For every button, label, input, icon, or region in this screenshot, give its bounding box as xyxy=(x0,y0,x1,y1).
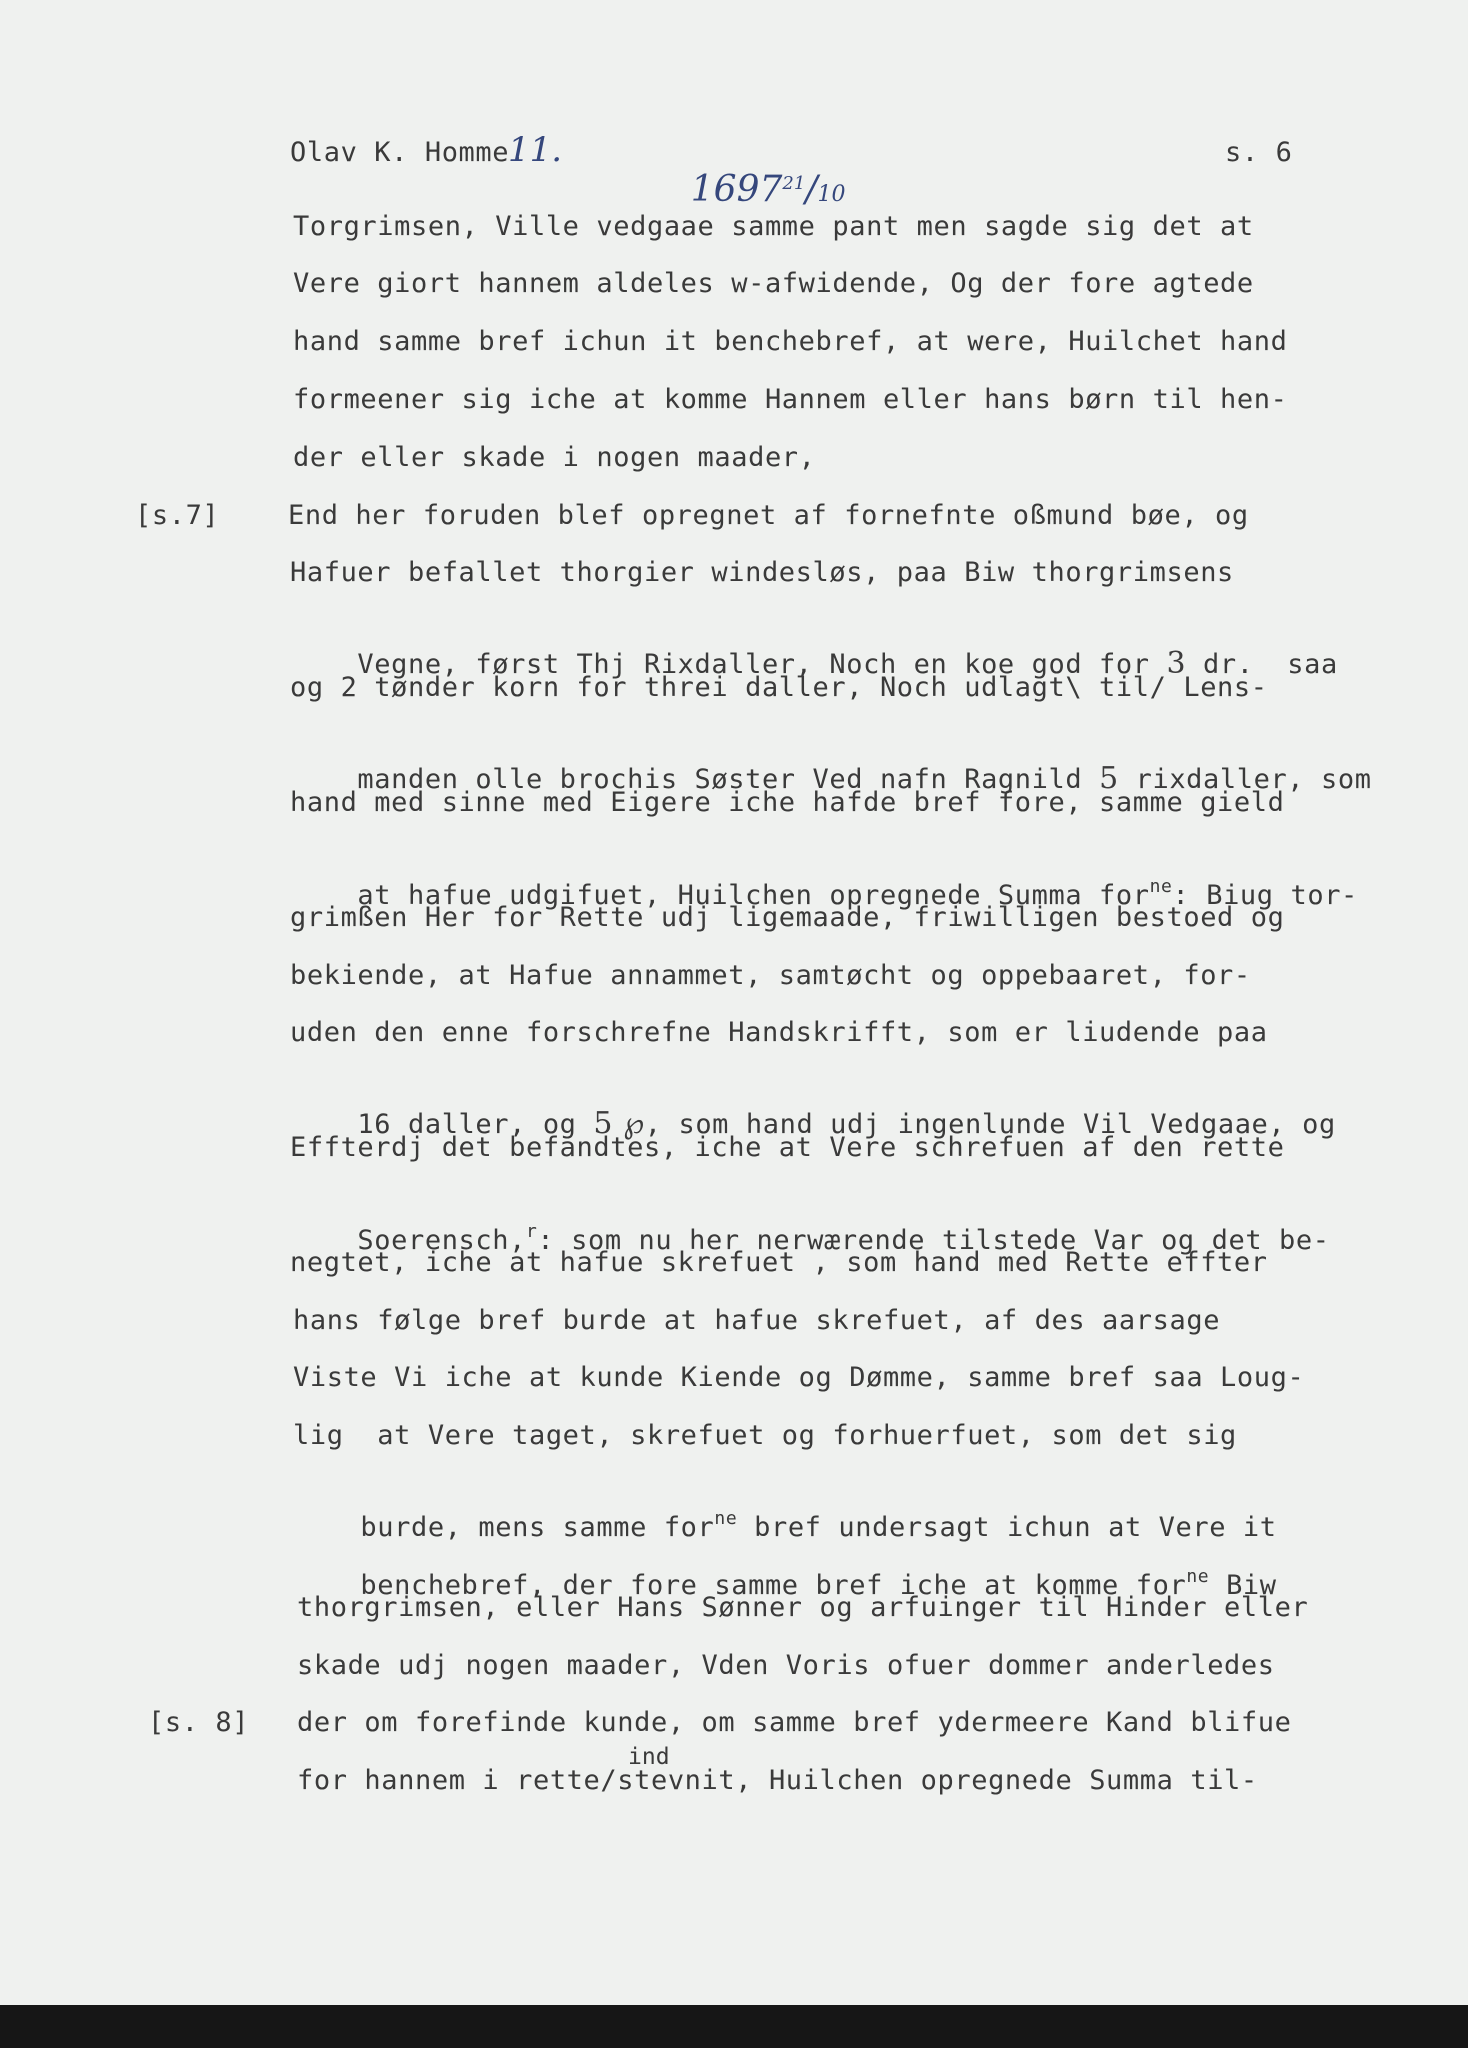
text-line: Hafuer befallet thorgier windesløs, paa Biw thorgrimsens xyxy=(290,557,1234,588)
header-page-ref: s. 6 xyxy=(1225,137,1293,168)
text-segment: at hafue udgifuet, Huilchen opregnede Summa for xyxy=(357,880,1150,911)
text-segment: rixdaller, som xyxy=(1118,764,1372,795)
date-year: 1697 xyxy=(690,169,783,210)
superscript: ne xyxy=(1149,876,1173,897)
date-day: 21 xyxy=(782,173,806,194)
margin-note-page: [s. 8] xyxy=(148,1707,250,1738)
text-line: Viste Vi iche at kunde Kiende og Dømme, samme bref saa Loug- xyxy=(293,1362,1305,1393)
text-segment: benchebref, der fore samme bref iche at komme for xyxy=(360,1570,1187,1601)
text-segment: manden olle brochis Søster Ved nafn Ragnild xyxy=(357,764,1100,795)
text-line: Effterdj det befandtes, iche at Vere schrefuen af den rette xyxy=(290,1132,1285,1163)
superscript: ne xyxy=(1186,1566,1210,1587)
header-author: Olav K. Homme. xyxy=(290,137,526,168)
text-line: for hannem i rette/stevnit, Huilchen opregnede Summa til- xyxy=(297,1765,1258,1796)
text-line: der eller skade i nogen maader, xyxy=(293,442,816,473)
date-month: 10 xyxy=(817,182,846,207)
text-line: og 2 tønder korn for threi daller, Noch udlagt\ til/ Lens- xyxy=(290,672,1268,703)
margin-note-page: [s.7] xyxy=(135,500,220,531)
interlinear-insertion: ind xyxy=(628,1744,670,1770)
text-segment: Vegne, først Thj Rixdaller, Noch en koe god for xyxy=(357,649,1167,680)
text-line: negtet, iche at hafue skrefuet , som hand med Rette effter xyxy=(290,1247,1268,1278)
text-line: grimßen Her for Rette udj ligemaade, friwilligen bestoed og xyxy=(290,902,1285,933)
text-line: skade udj nogen maader, Vden Voris ofuer dommer anderledes xyxy=(297,1650,1275,1681)
text-line: der om forefinde kunde, om samme bref ydermeere Kand blifue xyxy=(297,1707,1292,1738)
text-line: Torgrimsen, Ville vedgaae samme pant men sagde sig det at xyxy=(293,211,1254,242)
text-line: formeener sig iche at komme Hannem eller hans børn til hen- xyxy=(293,384,1288,415)
text-line: uden den enne forschrefne Handskrifft, som er liudende paa xyxy=(290,1017,1268,1048)
text-line: lig at Vere taget, skrefuet og forhuerfuet, som det sig xyxy=(293,1420,1237,1451)
text-line: hans følge bref burde at hafue skrefuet, af des aarsage xyxy=(293,1305,1221,1336)
superscript: ne xyxy=(714,1508,738,1529)
text-segment: , som hand udj ingenlunde Vil Vedgaae, og xyxy=(644,1109,1336,1140)
header-date-handwritten: 1697$^{21}$/10 xyxy=(690,169,846,210)
text-line: bekiende, at Hafue annammet, samtøcht og oppebaaret, for- xyxy=(290,960,1251,991)
superscript: r xyxy=(525,1221,538,1242)
handwritten-amount: 5 ℘ xyxy=(593,1106,645,1141)
text-segment: Biw xyxy=(1209,1570,1277,1601)
text-segment: 16 daller, og xyxy=(357,1109,594,1140)
text-line: hand samme bref ichun it benchebref, at were, Huilchet hand xyxy=(293,326,1288,357)
text-segment: burde, mens samme for xyxy=(360,1512,715,1543)
text-segment: : som nu her nerwærende tilstede Var og det be- xyxy=(537,1225,1330,1256)
text-segment: : Biug tor- xyxy=(1172,880,1358,911)
header-volume-handwritten: 11. xyxy=(508,130,563,170)
text-segment: bref undersagt ichun at Vere it xyxy=(737,1512,1277,1543)
handwritten-number: 3 xyxy=(1166,646,1187,681)
text-line: thorgrimsen, eller Hans Sønner og arfuinger til Hinder eller xyxy=(297,1592,1309,1623)
handwritten-number: 5 xyxy=(1099,761,1119,796)
text-segment: dr. saa xyxy=(1186,649,1338,680)
text-segment: Soerensch, xyxy=(357,1225,526,1256)
text-line: hand med sinne med Eigere iche hafde bref fore, samme gield xyxy=(290,787,1285,818)
text-line: End her foruden blef opregnet af fornefnte oßmund bøe, og xyxy=(288,500,1249,531)
text-line: Vere giort hannem aldeles w-afwidende, Og der fore agtede xyxy=(293,268,1254,299)
